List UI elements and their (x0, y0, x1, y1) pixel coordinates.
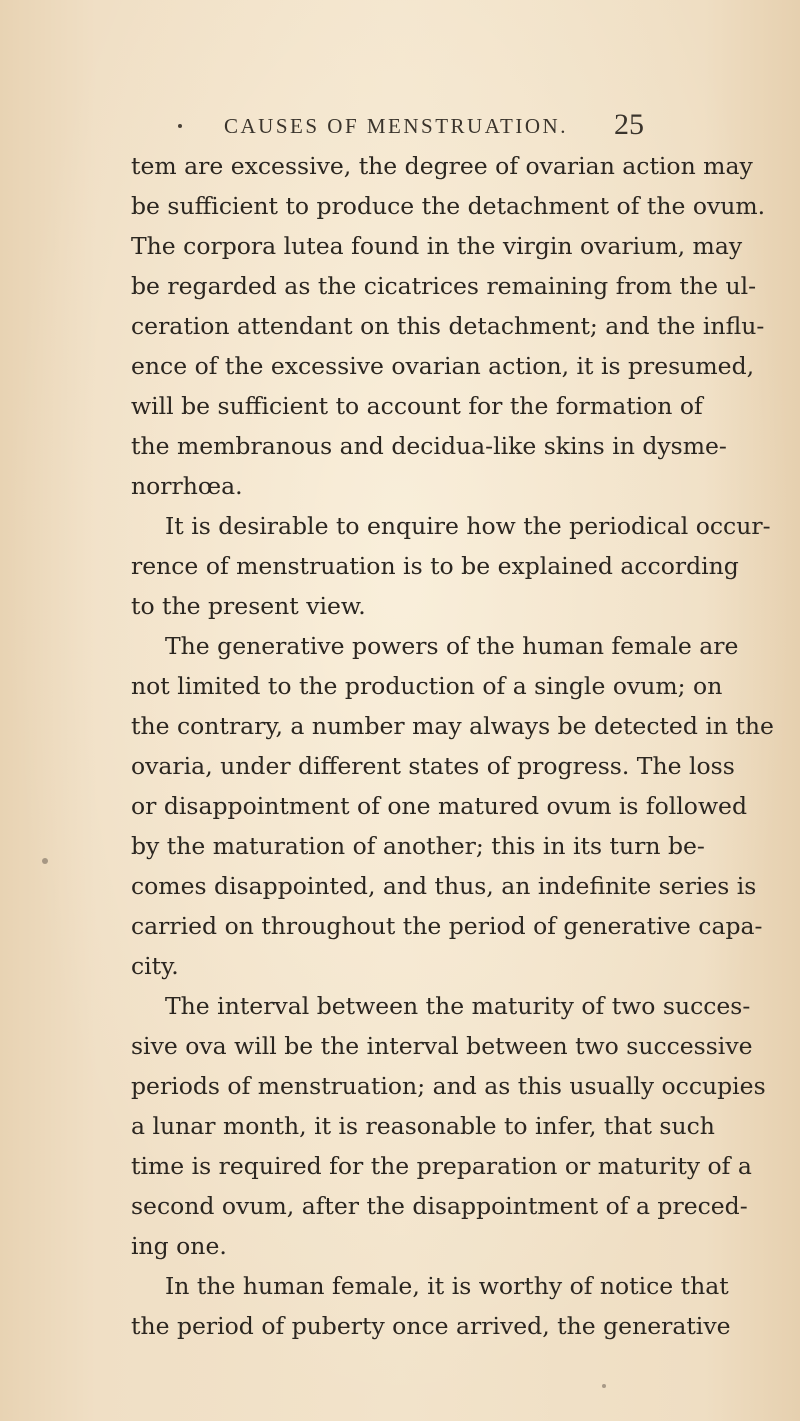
text-line: norrhœa. (131, 472, 243, 500)
text-line: ceration attendant on this detachment; and the influ- (131, 312, 765, 340)
text-line: the contrary, a number may always be detected in the (131, 712, 774, 740)
text-line: ovaria, under different states of progress. The loss (131, 752, 735, 780)
paragraph-first-line: In the human female, it is worthy of notice that (165, 1272, 729, 1300)
text-line: sive ova will be the interval between two successive (131, 1032, 753, 1060)
text-line: ing one. (131, 1232, 227, 1260)
text-line: will be sufficient to account for the formation of (131, 392, 703, 420)
paragraph-first-line: The generative powers of the human female are (165, 632, 739, 660)
text-line: be regarded as the cicatrices remaining from the ul- (131, 272, 757, 300)
text-line: to the present view. (131, 592, 366, 620)
text-line: not limited to the production of a single ovum; on (131, 672, 723, 700)
paper-speck (602, 1384, 606, 1388)
text-line: city. (131, 952, 179, 980)
text-line: a lunar month, it is reasonable to infer, that such (131, 1112, 715, 1140)
text-line: the membranous and decidua-like skins in dysme- (131, 432, 727, 460)
paragraph-first-line: The interval between the maturity of two succes- (165, 992, 751, 1020)
text-line: comes disappointed, and thus, an indefinite series is (131, 872, 757, 900)
header-ornament-dot (178, 124, 182, 128)
text-line: tem are excessive, the degree of ovarian action may (131, 152, 753, 180)
text-line: second ovum, after the disappointment of a preced- (131, 1192, 748, 1220)
paper-speck (42, 858, 48, 864)
text-line: periods of menstruation; and as this usually occupies (131, 1072, 766, 1100)
running-title: CAUSES OF MENSTRUATION. (224, 114, 568, 138)
text-line: rence of menstruation is to be explained according (131, 552, 739, 580)
page-number: 25 (614, 108, 644, 141)
text-line: time is required for the preparation or maturity of a (131, 1152, 752, 1180)
paragraph-first-line: It is desirable to enquire how the periodical occur- (165, 512, 771, 540)
text-line: The corpora lutea found in the virgin ovarium, may (131, 232, 743, 260)
text-line: the period of puberty once arrived, the generative (131, 1312, 731, 1340)
text-line: or disappointment of one matured ovum is followed (131, 792, 748, 820)
text-line: ence of the excessive ovarian action, it is presumed, (131, 352, 755, 380)
text-line: be sufficient to produce the detachment of the ovum. (131, 192, 766, 220)
text-line: carried on throughout the period of generative capa- (131, 912, 763, 940)
text-line: by the maturation of another; this in its turn be- (131, 832, 705, 860)
